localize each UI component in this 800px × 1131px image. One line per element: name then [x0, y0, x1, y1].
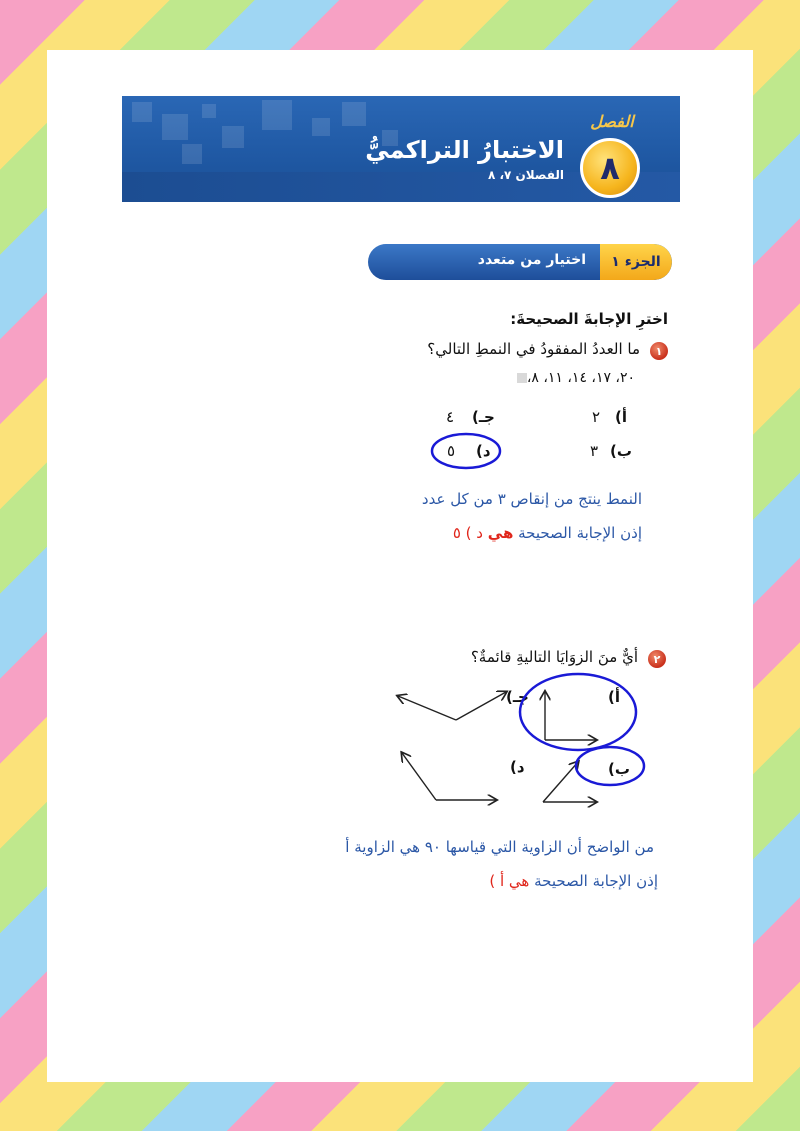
- q1-option-a-value: ٢: [592, 408, 601, 426]
- q1-option-d-value: ٥: [447, 442, 456, 460]
- q2-answer-line: [489, 872, 658, 890]
- chapter-number-badge: ٨: [580, 138, 640, 198]
- part-tab: الجزء ١: [600, 244, 672, 280]
- q1-answer-is: هي: [487, 524, 514, 542]
- q2-option-d-letter[interactable]: د): [510, 758, 525, 776]
- q2-option-b-letter[interactable]: ب): [608, 760, 630, 778]
- q1-answer-value: د ) ٥: [452, 524, 483, 542]
- q2-option-c-letter[interactable]: جـ): [506, 688, 529, 706]
- question-1-text: ما العددُ المفقودُ في النمطِ التالي؟: [427, 340, 640, 358]
- part-header: [368, 244, 672, 280]
- chapter-label: الفصل: [590, 112, 634, 131]
- question-1-sequence-row: [515, 370, 635, 386]
- q1-option-b-value: ٣: [590, 442, 599, 460]
- q1-answer-prefix: إذن الإجابة الصحيحة: [518, 524, 642, 542]
- q1-explanation: النمط ينتج من إنقاص ٣ من كل عدد: [421, 490, 642, 508]
- q1-option-a-letter[interactable]: أ): [615, 408, 627, 426]
- q1-option-d-letter[interactable]: د): [476, 442, 491, 460]
- instruction-text: اخترِ الإجابةَ الصحيحةَ:: [510, 310, 668, 328]
- part-title: اختيار من متعدد: [477, 252, 586, 268]
- question-1-number: ١: [650, 342, 668, 360]
- q1-option-c-value: ٤: [446, 408, 455, 426]
- page-sheet: [47, 50, 753, 1082]
- question-2-number: ٢: [648, 650, 666, 668]
- q1-answer-line: [453, 524, 642, 542]
- question-1-sequence: ٢٠، ١٧، ١٤، ١١، ٨،: [526, 370, 635, 386]
- missing-number-box: [517, 373, 527, 383]
- page-subtitle: الفصلان ٧، ٨: [487, 168, 564, 182]
- page-title: الاختبارُ التراكميُّ: [365, 136, 564, 164]
- q2-option-a-letter[interactable]: أ): [608, 688, 620, 706]
- q2-answer-prefix: إذن الإجابة الصحيحة: [534, 872, 658, 890]
- q2-answer-value: هي أ ): [489, 872, 530, 890]
- question-2-text: أيٌّ منَ الزوَايَا التاليةِ قائمةٌ؟: [470, 648, 638, 666]
- q1-option-b-letter[interactable]: ب): [610, 442, 632, 460]
- q1-option-c-letter[interactable]: جـ): [472, 408, 495, 426]
- q2-explanation: من الواضح أن الزاوية التي قياسها ٩٠ هي الزاوية أ: [345, 838, 654, 856]
